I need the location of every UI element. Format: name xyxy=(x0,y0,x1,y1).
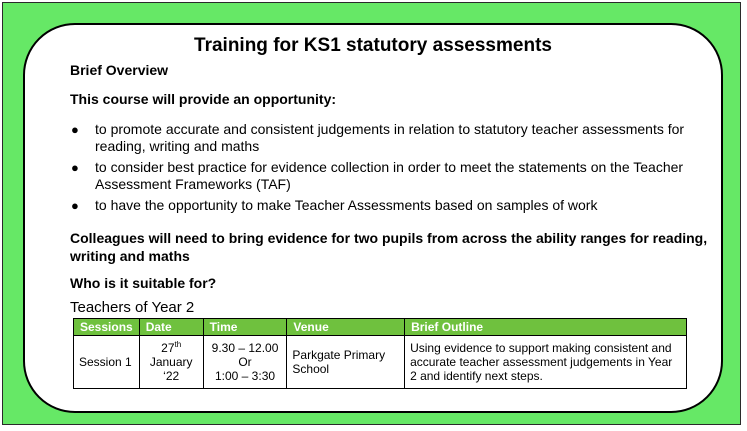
brief-overview-heading: Brief Overview xyxy=(70,62,169,78)
bullet-icon: ● xyxy=(71,160,79,175)
table-header-row xyxy=(74,319,687,336)
bullet-icon: ● xyxy=(71,122,79,137)
cell-outline: Using evidence to support making consistent and accurate teacher assessment judgements in Year 2 and identify next steps. xyxy=(405,336,687,389)
cell-session: Session 1 xyxy=(74,336,140,389)
intro-heading: This course will provide an opportunity: xyxy=(70,91,337,107)
green-frame xyxy=(2,2,741,425)
list-item: ● to promote accurate and consistent judgements in relation to statutory teacher assessments for reading, writing and maths xyxy=(71,121,685,154)
objectives-list xyxy=(70,121,710,218)
header-sessions: Sessions xyxy=(74,319,140,336)
list-item: ● to consider best practice for evidence collection in order to meet the statements on the Teacher Assessment Frameworks (TAF) xyxy=(71,159,684,192)
header-brief-outline: Brief Outline xyxy=(405,319,687,336)
evidence-note: Colleagues will need to bring evidence for two pupils from across the ability ranges for reading, writing and maths xyxy=(70,230,708,264)
audience-text: Teachers of Year 2 xyxy=(70,299,195,316)
cell-venue: Parkgate Primary School xyxy=(287,336,405,389)
list-item: ● to have the opportunity to make Teacher Assessments based on samples of work xyxy=(71,197,598,213)
cell-date: 27th January ‘22 xyxy=(139,336,203,389)
schedule-table xyxy=(73,318,687,389)
header-time: Time xyxy=(203,319,287,336)
table-row xyxy=(74,336,687,389)
page-title: Training for KS1 statutory assessments xyxy=(194,35,552,56)
course-card xyxy=(23,23,723,413)
cell-time: 9.30 – 12.00 Or 1:00 – 3:30 xyxy=(203,336,287,389)
bullet-icon: ● xyxy=(71,198,79,213)
suitable-heading: Who is it suitable for? xyxy=(70,275,217,291)
header-date: Date xyxy=(139,319,203,336)
header-venue: Venue xyxy=(287,319,405,336)
